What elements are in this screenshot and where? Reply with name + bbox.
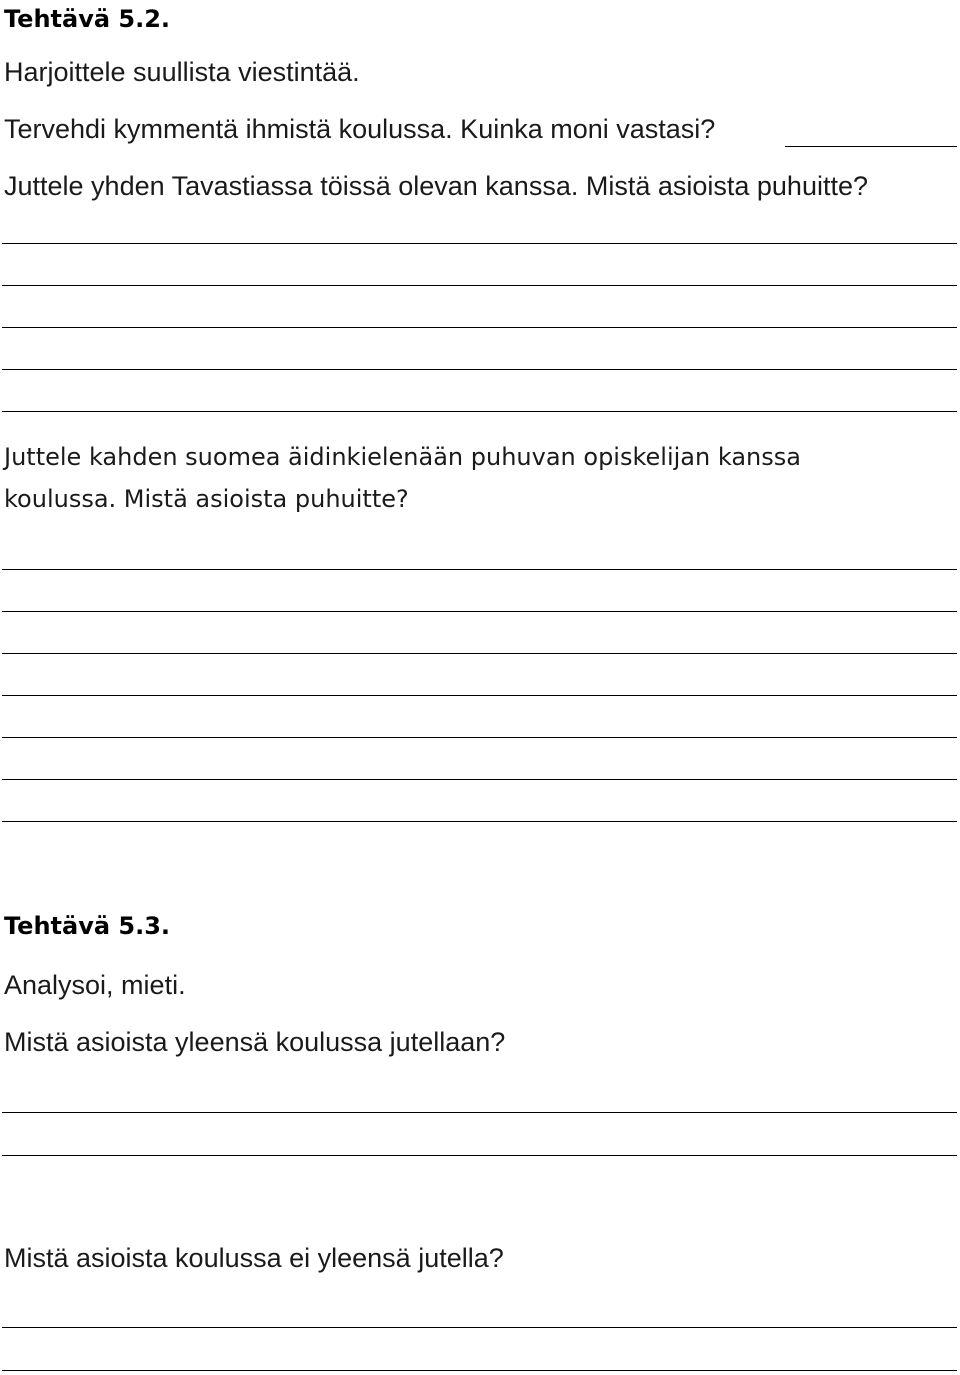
answer-line[interactable] xyxy=(2,569,957,570)
answer-line[interactable] xyxy=(2,1370,957,1371)
task-5-2-question-3-line-1: Juttele kahden suomea äidinkielenään puhuvan opiskelijan kanssa xyxy=(4,443,801,471)
answer-line[interactable] xyxy=(2,327,957,328)
task-5-2-heading: Tehtävä 5.2. xyxy=(4,5,171,33)
task-5-3-question-2: Mistä asioista koulussa ei yleensä jutella? xyxy=(4,1243,504,1273)
answer-line[interactable] xyxy=(2,653,957,654)
answer-line-short[interactable] xyxy=(785,146,957,147)
answer-line[interactable] xyxy=(2,369,957,370)
task-5-2-instruction: Harjoittele suullista viestintää. xyxy=(4,57,360,87)
answer-line[interactable] xyxy=(2,411,957,412)
task-5-3-instruction: Analysoi, mieti. xyxy=(4,970,186,1000)
answer-line[interactable] xyxy=(2,737,957,738)
answer-line[interactable] xyxy=(2,695,957,696)
answer-line[interactable] xyxy=(2,1155,957,1156)
task-5-3-question-1: Mistä asioista yleensä koulussa jutellaan? xyxy=(4,1027,506,1057)
task-5-2-question-1: Tervehdi kymmentä ihmistä koulussa. Kuinka moni vastasi? xyxy=(4,114,716,144)
answer-line[interactable] xyxy=(2,243,957,244)
answer-line[interactable] xyxy=(2,821,957,822)
task-5-2-question-3-line-2: koulussa. Mistä asioista puhuitte? xyxy=(4,485,409,513)
task-5-3-heading: Tehtävä 5.3. xyxy=(4,912,171,940)
answer-line[interactable] xyxy=(2,779,957,780)
answer-line[interactable] xyxy=(2,611,957,612)
answer-line[interactable] xyxy=(2,285,957,286)
answer-line[interactable] xyxy=(2,1112,957,1113)
task-5-2-question-2: Juttele yhden Tavastiassa töissä olevan kanssa. Mistä asioista puhuitte? xyxy=(4,171,868,201)
answer-line[interactable] xyxy=(2,1327,957,1328)
